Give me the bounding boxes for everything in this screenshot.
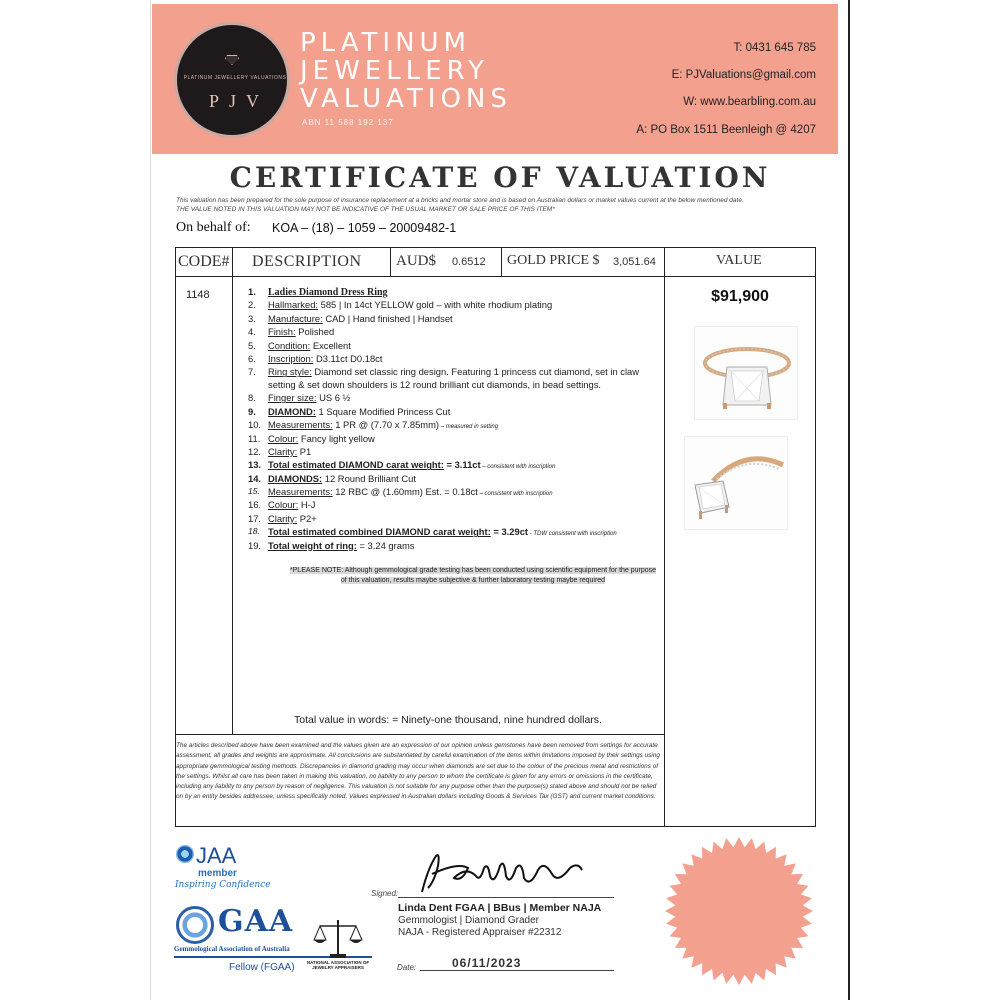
logo-monogram: PJV	[208, 91, 269, 111]
signature-image	[418, 848, 586, 896]
item-text	[268, 445, 658, 458]
item-text	[268, 432, 658, 445]
header-value: VALUE	[716, 253, 762, 268]
item-number: 11.	[248, 432, 261, 444]
item-value: 585 | In 14ct YELLOW gold – with white rhodium plating	[318, 299, 553, 311]
certificate-title: CERTIFICATE OF VALUATION	[229, 161, 771, 194]
signer-registration: NAJA - Registered Appraiser #22312	[398, 927, 562, 938]
item-label: Hallmarked:	[268, 299, 319, 311]
description-item	[248, 285, 658, 298]
item-number: 4.	[248, 326, 256, 338]
item-value: 1 Square Modified Princess Cut	[315, 405, 451, 417]
gaa-logo: GAA	[218, 904, 294, 939]
item-note: – consistent with inscription	[480, 464, 556, 471]
date-value: 06/11/2023	[452, 956, 522, 970]
contact-web: W: www.bearbling.com.au	[683, 96, 816, 108]
item-value: P2+	[297, 512, 317, 524]
gaa-subtitle: Gemmological Association of Australia	[174, 945, 290, 953]
item-label: Clarity:	[268, 512, 298, 524]
item-label: DIAMONDS:	[268, 472, 323, 484]
item-note: – measured in setting	[439, 424, 499, 431]
item-value: = 3.29ct	[490, 526, 529, 538]
gaa-fellow: Fellow (FGAA)	[229, 962, 295, 973]
item-list	[248, 285, 658, 552]
description-item	[248, 405, 658, 418]
description-item	[248, 352, 658, 365]
item-number: 14.	[248, 472, 262, 484]
item-label: Manufacture:	[268, 312, 323, 324]
scales-of-justice-icon	[312, 916, 364, 960]
item-label: Finish:	[268, 326, 296, 338]
item-number: 6.	[248, 352, 256, 364]
jaa-member: member	[198, 868, 237, 879]
item-number: 1.	[248, 286, 256, 297]
description-item	[248, 325, 658, 338]
item-value: Excellent	[310, 339, 351, 351]
item-label: Colour:	[268, 499, 299, 511]
item-text	[268, 498, 658, 511]
description-item	[248, 365, 658, 391]
item-label: Ladies Diamond Dress Ring	[268, 287, 388, 298]
item-text	[268, 298, 658, 311]
description-item	[248, 445, 658, 458]
diamond-icon	[225, 55, 239, 65]
item-text	[268, 312, 658, 325]
value-column-divider	[664, 247, 665, 827]
item-number: 9.	[248, 405, 256, 417]
item-value: = 3.24 grams	[356, 539, 415, 551]
jaa-tagline: Inspiring Confidence	[175, 880, 271, 890]
item-label: Condition:	[268, 339, 311, 351]
item-text	[268, 512, 658, 525]
header-code: CODE#	[178, 253, 230, 270]
gold-divider	[501, 247, 502, 277]
header-gold-value: 3,051.64	[613, 256, 656, 268]
please-note: *PLEASE NOTE: Although gemmological grade testing has been conducted using scientific equipment for the purpose of this valuation, results maybe subjective & further laboratory testing maybe required	[289, 567, 657, 584]
description-item	[248, 339, 658, 352]
contact-address: A: PO Box 1511 Beenleigh @ 4207	[636, 124, 816, 136]
item-number: 19.	[248, 539, 262, 551]
pjv-logo	[174, 22, 290, 138]
item-note: – consistent with inscription	[477, 491, 553, 498]
contact-email: E: PJValuations@gmail.com	[671, 69, 816, 81]
item-label: Colour:	[268, 432, 299, 444]
item-value: Polished	[295, 326, 335, 338]
item-value: 12 RBC @ (1.60mm) Est. = 0.18ct	[332, 486, 478, 498]
item-label: Total estimated combined DIAMOND carat weight:	[268, 526, 491, 538]
header-description: DESCRIPTION	[252, 253, 362, 270]
signed-label: Signed:	[371, 889, 399, 898]
aud-divider	[390, 247, 391, 277]
item-number: 12.	[248, 445, 262, 457]
item-label: Total weight of ring:	[268, 539, 357, 551]
item-value: 12 Round Brilliant Cut	[322, 472, 416, 484]
item-label: Measurements:	[268, 486, 333, 498]
signer-title: Gemmologist | Diamond Grader	[398, 915, 539, 926]
item-text	[268, 405, 658, 418]
item-code: 1148	[186, 289, 210, 301]
item-value: D3.11ct D0.18ct	[313, 352, 383, 364]
description-item	[248, 298, 658, 311]
header-aud-label: AUD$	[396, 253, 436, 269]
item-label: DIAMOND:	[268, 405, 316, 417]
value-amount: $91,900	[711, 288, 769, 305]
item-number: 16.	[248, 499, 262, 511]
description-item	[248, 418, 658, 431]
item-number: 3.	[248, 312, 256, 324]
header-gold-label: GOLD PRICE $	[507, 253, 600, 268]
description-item	[248, 498, 658, 511]
disclaimer-line-2: THE VALUE NOTED IN THIS VALUATION MAY NOT BE INDICATIVE OF THE USUAL MARKET OR SALE PRICE OF THIS ITEM*	[176, 206, 555, 213]
description-item	[248, 539, 658, 552]
words-divider	[175, 734, 665, 735]
item-text	[268, 285, 658, 299]
item-number: 15.	[248, 486, 260, 497]
item-value: 1 PR @ (7.70 x 7.85mm)	[332, 419, 440, 431]
description-item	[248, 485, 658, 498]
item-label: Finger size:	[268, 392, 317, 404]
item-text	[268, 391, 658, 404]
item-label: Measurements:	[268, 419, 333, 431]
description-item	[248, 458, 658, 471]
item-number: 17.	[248, 512, 262, 524]
description-item	[248, 512, 658, 525]
gaa-emblem-icon	[176, 906, 214, 944]
naja-logo-text: NATIONAL ASSOCIATION OF JEWELRY APPRAISERS	[306, 960, 370, 970]
item-value: CAD | Hand finished | Handset	[322, 312, 453, 324]
item-number: 10.	[248, 419, 262, 431]
total-value-words: Total value in words: = Ninety-one thousand, nine hundred dollars.	[294, 714, 602, 726]
code-column-divider	[232, 247, 233, 734]
ring-photo-side	[684, 436, 788, 530]
item-text	[268, 339, 658, 352]
item-number: 18.	[248, 526, 260, 537]
description-item	[248, 472, 658, 485]
description-item	[248, 391, 658, 404]
item-note: - TDW consistent with inscription	[528, 531, 617, 538]
signer-name: Linda Dent FGAA | BBus | Member NAJA	[398, 902, 602, 914]
brand-line-2: JEWELLERY	[300, 56, 489, 86]
date-label: Date:	[397, 963, 417, 972]
item-number: 5.	[248, 339, 256, 351]
item-value: Fancy light yellow	[298, 432, 375, 444]
logo-small-text: PLATINUM JEWELLERY VALUATIONS	[183, 75, 287, 81]
item-value: P1	[297, 445, 312, 457]
item-text	[268, 365, 658, 391]
on-behalf-label: On behalf of:	[176, 220, 251, 235]
contact-phone: T: 0431 645 785	[733, 42, 816, 54]
description-item	[248, 312, 658, 325]
jaa-logo: JAA	[196, 843, 237, 868]
item-value: Diamond set classic ring design. Featuring 1 princess cut diamond, set in claw setting & set down shoulders is 12 round brilliant cut diamonds, in bead settings.	[268, 366, 640, 391]
item-value: = 3.11ct	[443, 459, 481, 471]
embossed-seal	[664, 836, 814, 986]
brand-line-1: PLATINUM	[300, 28, 471, 58]
on-behalf-value: KOA – (18) – 1059 – 20009482-1	[272, 221, 457, 235]
signature-line	[398, 897, 614, 898]
item-label: Clarity:	[268, 445, 298, 457]
ring-photo-front	[694, 326, 798, 420]
jaa-globe-icon	[176, 845, 194, 863]
item-number: 8.	[248, 392, 256, 404]
header-aud-value: 0.6512	[452, 256, 486, 268]
item-number: 7.	[248, 366, 256, 378]
fine-print: The articles described above have been examined and the values given are an expression of our opinion unless gemstones have been removed from settings for accurate assessment, all grades and weights are approximate. All conclusions are substantiated by careful examination of the items within limitations imposed by their settings using appropriate gemmological testing methods. Discrepancies in diamond grading may occur when diamonds are set due to the colour of the precious metal and restrictions of the settings. Whilst all care has been taken in making this valuation, no liability to any person to whom the certificate is given for any errors or omissions in the certificate, including any liability to any person by reason of negligence. This valuation is not suitable for any purpose other than the purpose(s) stated above and should not be relied on by an entity besides addressee, unless specifically noted. Values expressed in Australian dollars including Goods & Services Tax (GST) and current market conditions.	[176, 742, 660, 801]
item-value: US 6 ½	[316, 392, 351, 404]
item-number: 13.	[248, 459, 262, 471]
abn-number: ABN 11 588 192 137	[302, 118, 394, 127]
description-item	[248, 432, 658, 445]
disclaimer-line-1: This valuation has been prepared for the sole purpose of insurance replacement at a bricks and mortar store and is based on Australian dollars or market values current at the below mentioned date.	[176, 197, 744, 204]
item-text	[268, 325, 658, 338]
item-label: Inscription:	[268, 352, 314, 364]
item-value: H-J	[298, 499, 316, 511]
item-number: 2.	[248, 299, 256, 311]
header-divider	[175, 276, 816, 277]
item-label: Ring style:	[268, 366, 312, 378]
item-text	[268, 539, 658, 552]
brand-line-3: VALUATIONS	[300, 84, 512, 114]
description-item	[248, 525, 658, 538]
item-text	[268, 352, 658, 365]
item-text	[268, 472, 658, 485]
date-line	[420, 970, 614, 971]
item-label: Total estimated DIAMOND carat weight:	[268, 459, 444, 471]
